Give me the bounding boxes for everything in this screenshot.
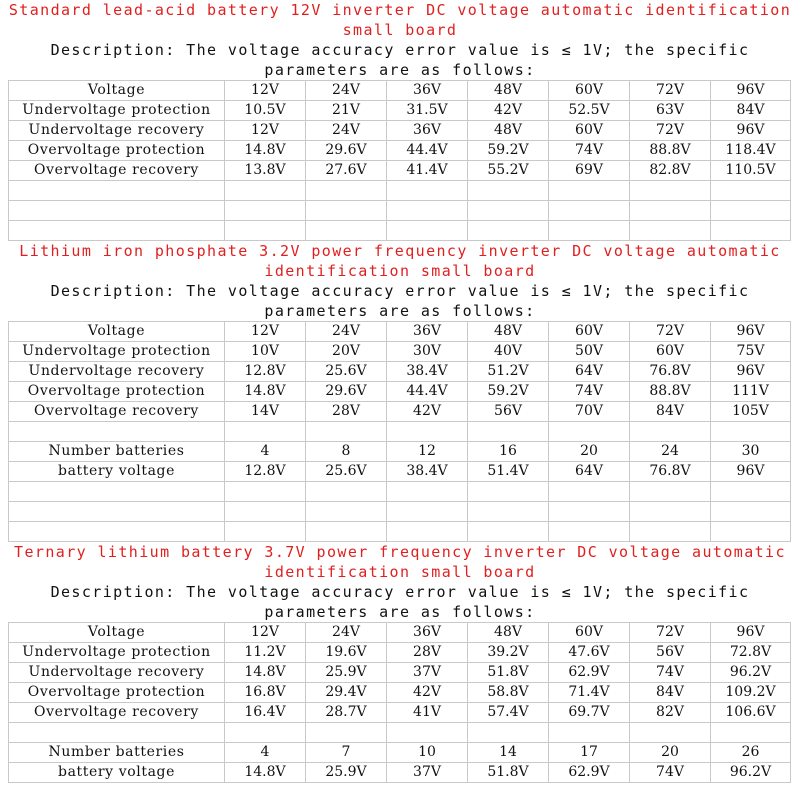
table-cell: 96V	[711, 121, 791, 141]
table-cell	[468, 221, 549, 241]
spec-section-1	[0, 0, 800, 241]
table-row	[9, 462, 791, 482]
table-cell	[468, 201, 549, 221]
table-cell: 105V	[711, 402, 791, 422]
table-cell	[225, 522, 306, 542]
row-label: Undervoltage protection	[9, 643, 225, 663]
parameter-table	[8, 321, 791, 542]
table-cell: 41.4V	[387, 161, 468, 181]
table-cell: 76.8V	[630, 462, 711, 482]
table-cell	[468, 181, 549, 201]
table-cell: 26	[711, 743, 791, 763]
table-row	[9, 201, 791, 221]
table-cell: 4	[225, 442, 306, 462]
table-row	[9, 763, 791, 783]
table-cell	[225, 201, 306, 221]
table-cell: 96V	[711, 362, 791, 382]
table-cell	[306, 522, 387, 542]
table-cell: 51.8V	[468, 763, 549, 783]
table-cell: 24V	[306, 121, 387, 141]
table-cell	[711, 723, 791, 743]
table-cell	[630, 502, 711, 522]
table-cell: 75V	[711, 342, 791, 362]
table-cell: 10	[387, 743, 468, 763]
table-cell: 48V	[468, 623, 549, 643]
table-cell: 56V	[468, 402, 549, 422]
table-cell: 56V	[630, 643, 711, 663]
table-cell	[549, 422, 630, 442]
table-cell: 20V	[306, 342, 387, 362]
table-row	[9, 161, 791, 181]
table-cell: 72V	[630, 121, 711, 141]
table-cell: 30V	[387, 342, 468, 362]
table-cell: 11.2V	[225, 643, 306, 663]
section-description: Description: The voltage accuracy error value is ≤ 1V; the specific parameters are as follows:	[50, 583, 750, 621]
table-cell: 96V	[711, 623, 791, 643]
table-cell	[711, 181, 791, 201]
section-description: Description: The voltage accuracy error value is ≤ 1V; the specific parameters are as follows:	[50, 41, 750, 79]
table-cell: 36V	[387, 623, 468, 643]
table-cell: 14.8V	[225, 141, 306, 161]
table-cell: 16.8V	[225, 683, 306, 703]
table-cell: 60V	[549, 623, 630, 643]
table-cell	[468, 482, 549, 502]
table-cell: 84V	[630, 402, 711, 422]
table-cell: 69.7V	[549, 703, 630, 723]
table-cell: 59.2V	[468, 141, 549, 161]
table-cell	[306, 181, 387, 201]
table-cell: 8	[306, 442, 387, 462]
table-cell: 51.8V	[468, 663, 549, 683]
table-cell: 12.8V	[225, 362, 306, 382]
table-cell: 36V	[387, 322, 468, 342]
table-cell	[306, 502, 387, 522]
row-label: Overvoltage recovery	[9, 161, 225, 181]
table-cell	[225, 221, 306, 241]
table-cell	[549, 502, 630, 522]
table-cell	[711, 221, 791, 241]
table-cell: 7	[306, 743, 387, 763]
table-cell	[711, 522, 791, 542]
table-cell: 12	[387, 442, 468, 462]
table-cell: 82.8V	[630, 161, 711, 181]
table-cell: 37V	[387, 663, 468, 683]
table-cell: 96.2V	[711, 663, 791, 683]
table-cell: 96V	[711, 81, 791, 101]
table-cell: 84V	[630, 683, 711, 703]
parameter-table	[8, 622, 791, 783]
table-cell: 38.4V	[387, 362, 468, 382]
table-cell: 14.8V	[225, 382, 306, 402]
table-cell: 109.2V	[711, 683, 791, 703]
table-cell: 25.9V	[306, 763, 387, 783]
table-row	[9, 141, 791, 161]
table-cell	[387, 502, 468, 522]
table-header-row	[9, 322, 791, 342]
table-cell	[225, 502, 306, 522]
table-cell: 74V	[549, 141, 630, 161]
table-row	[9, 723, 791, 743]
table-row	[9, 502, 791, 522]
table-cell	[387, 482, 468, 502]
table-cell: 16.4V	[225, 703, 306, 723]
table-cell: 28.7V	[306, 703, 387, 723]
table-cell: 16	[468, 442, 549, 462]
table-cell	[225, 482, 306, 502]
table-cell: 51.2V	[468, 362, 549, 382]
table-cell: 20	[549, 442, 630, 462]
table-cell: 36V	[387, 81, 468, 101]
section-title: Lithium iron phosphate 3.2V power frequency inverter DC voltage automatic identification small board	[19, 242, 781, 280]
table-cell: 4	[225, 743, 306, 763]
parameter-table	[8, 80, 791, 241]
row-label	[9, 201, 225, 221]
table-cell	[225, 422, 306, 442]
table-row	[9, 342, 791, 362]
section-title: Ternary lithium battery 3.7V power frequency inverter DC voltage automatic identification small board	[14, 543, 786, 581]
table-cell: 69V	[549, 161, 630, 181]
table-cell: 10V	[225, 342, 306, 362]
table-cell: 25.6V	[306, 462, 387, 482]
table-cell	[630, 482, 711, 502]
table-cell	[468, 422, 549, 442]
table-cell: 42V	[387, 402, 468, 422]
table-cell	[468, 723, 549, 743]
spec-section-3	[0, 542, 800, 783]
table-cell: 24V	[306, 623, 387, 643]
table-cell: 21V	[306, 101, 387, 121]
table-row	[9, 522, 791, 542]
table-cell	[711, 482, 791, 502]
table-cell	[549, 482, 630, 502]
table-cell: 111V	[711, 382, 791, 402]
table-cell: 52.5V	[549, 101, 630, 121]
section-title: Standard lead-acid battery 12V inverter DC voltage automatic identification small board	[8, 1, 792, 39]
table-cell: 62.9V	[549, 763, 630, 783]
table-row	[9, 402, 791, 422]
table-cell	[306, 201, 387, 221]
table-cell	[306, 422, 387, 442]
table-header-row	[9, 81, 791, 101]
row-label: Overvoltage protection	[9, 141, 225, 161]
table-cell	[549, 522, 630, 542]
table-cell: 14.8V	[225, 663, 306, 683]
table-cell: 12.8V	[225, 462, 306, 482]
table-cell	[630, 422, 711, 442]
table-cell: 44.4V	[387, 382, 468, 402]
table-cell: 48V	[468, 81, 549, 101]
table-cell: 12V	[225, 121, 306, 141]
table-cell	[306, 723, 387, 743]
table-row	[9, 362, 791, 382]
row-label: Number batteries	[9, 743, 225, 763]
table-cell: 88.8V	[630, 141, 711, 161]
table-cell: 72V	[630, 623, 711, 643]
table-cell	[306, 221, 387, 241]
table-cell: 47.6V	[549, 643, 630, 663]
table-cell: 14	[468, 743, 549, 763]
table-cell: 10.5V	[225, 101, 306, 121]
table-cell: 55.2V	[468, 161, 549, 181]
table-cell	[630, 723, 711, 743]
row-label	[9, 221, 225, 241]
table-cell: 13.8V	[225, 161, 306, 181]
table-cell	[549, 723, 630, 743]
spec-section-2	[0, 241, 800, 542]
table-cell	[387, 181, 468, 201]
table-cell	[306, 482, 387, 502]
table-cell	[387, 422, 468, 442]
table-cell: 24	[630, 442, 711, 462]
table-cell	[468, 522, 549, 542]
row-label: Voltage	[9, 81, 225, 101]
table-cell: 51.4V	[468, 462, 549, 482]
table-header-row	[9, 623, 791, 643]
table-cell: 96.2V	[711, 763, 791, 783]
table-cell: 57.4V	[468, 703, 549, 723]
row-label: Undervoltage protection	[9, 342, 225, 362]
table-cell: 27.6V	[306, 161, 387, 181]
table-cell	[468, 502, 549, 522]
table-cell	[387, 723, 468, 743]
row-label: battery voltage	[9, 462, 225, 482]
table-cell: 58.8V	[468, 683, 549, 703]
table-cell: 96V	[711, 322, 791, 342]
table-cell: 30	[711, 442, 791, 462]
row-label: Undervoltage recovery	[9, 121, 225, 141]
table-cell: 28V	[306, 402, 387, 422]
row-label: Overvoltage recovery	[9, 703, 225, 723]
table-cell: 42V	[468, 101, 549, 121]
table-cell	[387, 221, 468, 241]
table-cell	[630, 201, 711, 221]
table-cell	[225, 181, 306, 201]
table-cell: 12V	[225, 322, 306, 342]
table-cell: 14V	[225, 402, 306, 422]
table-cell: 118.4V	[711, 141, 791, 161]
table-cell	[549, 181, 630, 201]
row-label: Number batteries	[9, 442, 225, 462]
table-cell: 72.8V	[711, 643, 791, 663]
table-cell	[630, 181, 711, 201]
row-label: Undervoltage recovery	[9, 663, 225, 683]
table-row	[9, 663, 791, 683]
table-row	[9, 482, 791, 502]
table-cell: 106.6V	[711, 703, 791, 723]
table-cell	[387, 201, 468, 221]
table-cell: 96V	[711, 462, 791, 482]
table-cell: 74V	[630, 663, 711, 683]
table-cell: 24V	[306, 322, 387, 342]
table-row	[9, 422, 791, 442]
table-cell: 25.6V	[306, 362, 387, 382]
table-cell	[630, 522, 711, 542]
table-cell	[387, 522, 468, 542]
row-label: Overvoltage recovery	[9, 402, 225, 422]
table-cell: 60V	[630, 342, 711, 362]
table-cell: 74V	[630, 763, 711, 783]
row-label	[9, 482, 225, 502]
table-row	[9, 442, 791, 462]
table-cell	[225, 723, 306, 743]
table-cell: 48V	[468, 121, 549, 141]
table-cell: 41V	[387, 703, 468, 723]
table-cell: 17	[549, 743, 630, 763]
table-row	[9, 101, 791, 121]
table-row	[9, 382, 791, 402]
table-cell: 28V	[387, 643, 468, 663]
table-cell: 19.6V	[306, 643, 387, 663]
table-cell: 76.8V	[630, 362, 711, 382]
table-cell: 24V	[306, 81, 387, 101]
table-cell: 25.9V	[306, 663, 387, 683]
table-row	[9, 683, 791, 703]
row-label: Overvoltage protection	[9, 382, 225, 402]
table-cell: 64V	[549, 362, 630, 382]
table-cell: 36V	[387, 121, 468, 141]
table-cell: 48V	[468, 322, 549, 342]
table-cell: 60V	[549, 322, 630, 342]
table-cell: 42V	[387, 683, 468, 703]
table-cell: 14.8V	[225, 763, 306, 783]
table-cell: 82V	[630, 703, 711, 723]
table-cell: 50V	[549, 342, 630, 362]
table-cell: 60V	[549, 81, 630, 101]
table-cell	[711, 422, 791, 442]
table-cell: 40V	[468, 342, 549, 362]
table-row	[9, 643, 791, 663]
table-cell: 71.4V	[549, 683, 630, 703]
table-cell: 37V	[387, 763, 468, 783]
table-cell: 12V	[225, 623, 306, 643]
table-cell: 29.6V	[306, 141, 387, 161]
row-label: battery voltage	[9, 763, 225, 783]
table-cell: 39.2V	[468, 643, 549, 663]
table-cell: 29.6V	[306, 382, 387, 402]
table-cell	[549, 221, 630, 241]
row-label	[9, 723, 225, 743]
row-label: Undervoltage protection	[9, 101, 225, 121]
row-label	[9, 181, 225, 201]
table-cell	[549, 201, 630, 221]
table-row	[9, 181, 791, 201]
row-label: Voltage	[9, 322, 225, 342]
table-cell: 64V	[549, 462, 630, 482]
table-cell	[711, 502, 791, 522]
table-cell: 60V	[549, 121, 630, 141]
table-cell: 62.9V	[549, 663, 630, 683]
row-label	[9, 422, 225, 442]
table-row	[9, 743, 791, 763]
row-label	[9, 502, 225, 522]
table-row	[9, 121, 791, 141]
table-cell: 88.8V	[630, 382, 711, 402]
table-row	[9, 221, 791, 241]
row-label: Overvoltage protection	[9, 683, 225, 703]
table-cell: 110.5V	[711, 161, 791, 181]
table-cell: 38.4V	[387, 462, 468, 482]
table-cell: 44.4V	[387, 141, 468, 161]
section-description: Description: The voltage accuracy error value is ≤ 1V; the specific parameters are as follows:	[50, 282, 750, 320]
table-cell: 31.5V	[387, 101, 468, 121]
row-label: Voltage	[9, 623, 225, 643]
table-cell: 20	[630, 743, 711, 763]
table-cell: 74V	[549, 382, 630, 402]
table-cell: 84V	[711, 101, 791, 121]
table-cell	[711, 201, 791, 221]
table-cell: 72V	[630, 322, 711, 342]
table-cell: 72V	[630, 81, 711, 101]
table-cell: 63V	[630, 101, 711, 121]
table-row	[9, 703, 791, 723]
row-label	[9, 522, 225, 542]
table-cell: 12V	[225, 81, 306, 101]
table-cell: 70V	[549, 402, 630, 422]
table-cell: 59.2V	[468, 382, 549, 402]
table-cell: 29.4V	[306, 683, 387, 703]
table-cell	[630, 221, 711, 241]
row-label: Undervoltage recovery	[9, 362, 225, 382]
